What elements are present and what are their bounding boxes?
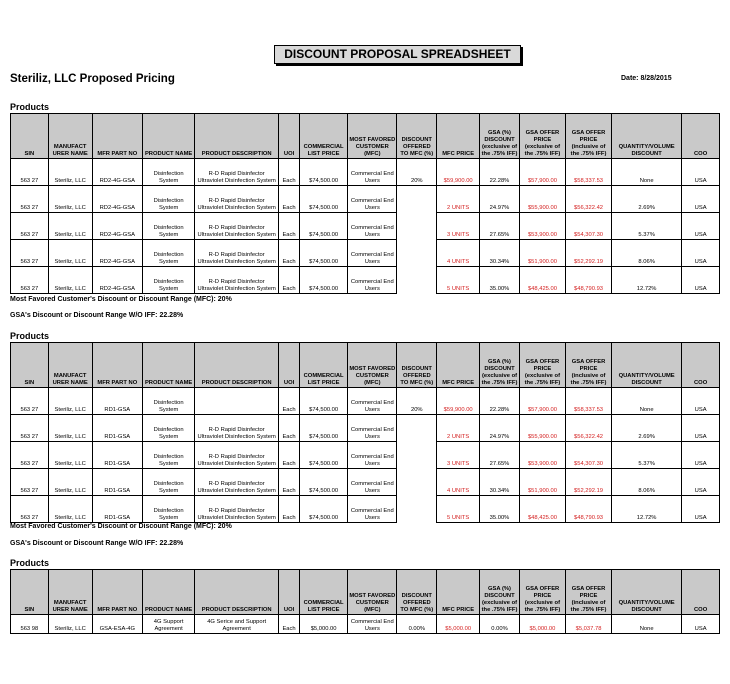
cell-sin: 563 27 [11, 415, 49, 442]
cell-commercial-list-price: $74,500.00 [300, 159, 348, 186]
cell-sin: 563 27 [11, 496, 49, 523]
cell-mfr-part-no: RD2-4G-GSA [92, 159, 142, 186]
cell-sin: 563 98 [11, 615, 49, 634]
cell-quantity-volume-discount: None [612, 388, 682, 415]
cell-mfr-part-no: RD1-GSA [92, 469, 142, 496]
cell-gsa-discount: 0.00% [480, 615, 520, 634]
col-header-quantity-volume-discount: QUANTITY/VOLUME DISCOUNT [612, 343, 682, 388]
cell-commercial-list-price: $74,500.00 [300, 469, 348, 496]
cell-manufacturer: Steriliz, LLC [48, 615, 92, 634]
cell-uoi: Each [279, 159, 300, 186]
cell-product-description: R-D Rapid Disinfector Ultraviolet Disinfection System [195, 213, 279, 240]
cell-product-name: 4G Support Agreement [142, 615, 194, 634]
cell-coo: USA [682, 469, 720, 496]
col-header-gsa-offer-price-excl: GSA OFFER PRICE (exclusive of the .75% IFF) [519, 570, 565, 615]
cell-mfc-price: $59,900.00 [437, 159, 480, 186]
cell-commercial-list-price: $74,500.00 [300, 496, 348, 523]
cell-mfr-part-no: RD2-4G-GSA [92, 186, 142, 213]
cell-mfc: Commercial End Users [348, 159, 397, 186]
cell-mfc-price: 3 UNITS [437, 442, 480, 469]
table-row [11, 267, 720, 294]
cell-gsa-offer-price-excl: $48,425.00 [519, 496, 565, 523]
cell-coo: USA [682, 496, 720, 523]
cell-mfr-part-no: RD2-4G-GSA [92, 240, 142, 267]
table-row [11, 615, 720, 634]
cell-mfc-price: 3 UNITS [437, 213, 480, 240]
cell-product-name: Disinfection System [142, 469, 194, 496]
col-header-quantity-volume-discount: QUANTITY/VOLUME DISCOUNT [612, 570, 682, 615]
col-header-gsa-offer-price-excl: GSA OFFER PRICE (exclusive of the .75% IFF) [519, 343, 565, 388]
cell-gsa-offer-price-incl: $54,307.30 [565, 213, 611, 240]
cell-gsa-discount: 35.00% [480, 496, 520, 523]
col-header-mfr-part-no: MFR PART NO [92, 570, 142, 615]
col-header-product-description: PRODUCT DESCRIPTION [195, 343, 279, 388]
cell-sin: 563 27 [11, 469, 49, 496]
mfc-discount-note: Most Favored Customer's Discount or Discount Range (MFC): 20% [10, 523, 232, 530]
cell-quantity-volume-discount: 12.72% [612, 496, 682, 523]
cell-manufacturer: Steriliz, LLC [48, 159, 92, 186]
col-header-mfc-price: MFC PRICE [437, 114, 480, 159]
table-row [11, 388, 720, 415]
col-header-mfc-price: MFC PRICE [437, 570, 480, 615]
cell-gsa-discount: 22.28% [480, 159, 520, 186]
cell-gsa-offer-price-incl: $58,337.53 [565, 159, 611, 186]
col-header-product-description: PRODUCT DESCRIPTION [195, 114, 279, 159]
cell-mfc: Commercial End Users [348, 186, 397, 213]
cell-gsa-offer-price-excl: $55,900.00 [519, 186, 565, 213]
cell-discount-offered: 20% [397, 388, 437, 415]
cell-commercial-list-price: $74,500.00 [300, 415, 348, 442]
cell-product-description: R-D Rapid Disinfector Ultraviolet Disinfection System [195, 469, 279, 496]
gsa-discount-note: GSA's Discount or Discount Range W/O IFF: 22.28% [10, 312, 184, 319]
col-header-quantity-volume-discount: QUANTITY/VOLUME DISCOUNT [612, 114, 682, 159]
cell-sin: 563 27 [11, 442, 49, 469]
cell-mfr-part-no: RD2-4G-GSA [92, 267, 142, 294]
cell-product-name: Disinfection System [142, 186, 194, 213]
col-header-gsa-offer-price-incl: GSA OFFER PRICE (inclusive of the .75% IFF) [565, 343, 611, 388]
cell-quantity-volume-discount: 2.69% [612, 415, 682, 442]
cell-quantity-volume-discount: 5.37% [612, 213, 682, 240]
cell-uoi: Each [279, 240, 300, 267]
cell-product-name: Disinfection System [142, 213, 194, 240]
cell-discount-offered [397, 240, 437, 267]
cell-mfc: Commercial End Users [348, 388, 397, 415]
cell-uoi: Each [279, 186, 300, 213]
col-header-discount-offered: DISCOUNT OFFERED TO MFC (%) [397, 570, 437, 615]
cell-product-name: Disinfection System [142, 415, 194, 442]
cell-uoi: Each [279, 388, 300, 415]
cell-mfc-price: 2 UNITS [437, 415, 480, 442]
col-header-product-name: PRODUCT NAME [142, 570, 194, 615]
cell-gsa-offer-price-excl: $48,425.00 [519, 267, 565, 294]
cell-mfc-price: 5 UNITS [437, 267, 480, 294]
cell-mfc-price: 2 UNITS [437, 186, 480, 213]
cell-manufacturer: Steriliz, LLC [48, 186, 92, 213]
col-header-product-name: PRODUCT NAME [142, 343, 194, 388]
cell-gsa-discount: 30.34% [480, 240, 520, 267]
cell-mfc: Commercial End Users [348, 469, 397, 496]
col-header-manufacturer: MANUFACT URER NAME [48, 114, 92, 159]
cell-gsa-discount: 24.97% [480, 415, 520, 442]
header-row [11, 343, 720, 388]
cell-product-description: R-D Rapid Disinfector Ultraviolet Disinfection System [195, 186, 279, 213]
cell-gsa-offer-price-incl: $54,307.30 [565, 442, 611, 469]
cell-product-name: Disinfection System [142, 267, 194, 294]
col-header-commercial-list-price: COMMERCIAL LIST PRICE [300, 114, 348, 159]
header-row [11, 570, 720, 615]
col-header-discount-offered: DISCOUNT OFFERED TO MFC (%) [397, 343, 437, 388]
cell-gsa-offer-price-incl: $48,790.93 [565, 496, 611, 523]
cell-discount-offered [397, 213, 437, 240]
cell-gsa-offer-price-excl: $57,900.00 [519, 159, 565, 186]
cell-product-name: Disinfection System [142, 240, 194, 267]
col-header-mfc: MOST FAVORED CUSTOMER (MFC) [348, 570, 397, 615]
cell-gsa-offer-price-excl: $51,900.00 [519, 240, 565, 267]
cell-quantity-volume-discount: 12.72% [612, 267, 682, 294]
cell-gsa-discount: 30.34% [480, 469, 520, 496]
cell-gsa-offer-price-incl: $52,292.19 [565, 240, 611, 267]
cell-quantity-volume-discount: None [612, 615, 682, 634]
cell-mfc: Commercial End Users [348, 415, 397, 442]
cell-manufacturer: Steriliz, LLC [48, 267, 92, 294]
table-row [11, 186, 720, 213]
col-header-uoi: UOI [279, 343, 300, 388]
cell-mfr-part-no: GSA-ESA-4G [92, 615, 142, 634]
cell-uoi: Each [279, 415, 300, 442]
col-header-gsa-discount: GSA (%) DISCOUNT (exclusive of the .75% IFF) [480, 114, 520, 159]
col-header-coo: COO [682, 114, 720, 159]
document-date: Date: 8/28/2015 [621, 75, 672, 82]
cell-coo: USA [682, 240, 720, 267]
cell-mfc: Commercial End Users [348, 267, 397, 294]
col-header-coo: COO [682, 570, 720, 615]
pricing-table-1 [10, 113, 720, 294]
cell-product-description: R-D Rapid Disinfector Ultraviolet Disinfection System [195, 267, 279, 294]
section-title: Products [10, 331, 50, 341]
col-header-coo: COO [682, 343, 720, 388]
cell-coo: USA [682, 186, 720, 213]
cell-mfc-price: 4 UNITS [437, 240, 480, 267]
col-header-gsa-discount: GSA (%) DISCOUNT (exclusive of the .75% IFF) [480, 570, 520, 615]
col-header-gsa-offer-price-excl: GSA OFFER PRICE (exclusive of the .75% IFF) [519, 114, 565, 159]
cell-gsa-offer-price-excl: $51,900.00 [519, 469, 565, 496]
page-title: DISCOUNT PROPOSAL SPREADSHEET [274, 45, 521, 64]
cell-sin: 563 27 [11, 159, 49, 186]
cell-product-name: Disinfection System [142, 496, 194, 523]
cell-discount-offered [397, 496, 437, 523]
cell-manufacturer: Steriliz, LLC [48, 388, 92, 415]
table-row [11, 159, 720, 186]
cell-mfc-price: 4 UNITS [437, 469, 480, 496]
cell-product-name: Disinfection System [142, 442, 194, 469]
mfc-discount-note: Most Favored Customer's Discount or Discount Range (MFC): 20% [10, 296, 232, 303]
cell-sin: 563 27 [11, 213, 49, 240]
cell-commercial-list-price: $74,500.00 [300, 267, 348, 294]
cell-quantity-volume-discount: None [612, 159, 682, 186]
cell-uoi: Each [279, 615, 300, 634]
gsa-discount-note: GSA's Discount or Discount Range W/O IFF: 22.28% [10, 540, 184, 547]
cell-gsa-offer-price-incl: $56,322.42 [565, 186, 611, 213]
cell-coo: USA [682, 213, 720, 240]
cell-commercial-list-price: $74,500.00 [300, 186, 348, 213]
cell-gsa-offer-price-incl: $48,790.93 [565, 267, 611, 294]
cell-discount-offered [397, 186, 437, 213]
cell-mfr-part-no: RD1-GSA [92, 415, 142, 442]
cell-discount-offered [397, 469, 437, 496]
cell-uoi: Each [279, 469, 300, 496]
cell-manufacturer: Steriliz, LLC [48, 213, 92, 240]
cell-gsa-discount: 24.97% [480, 186, 520, 213]
table-row [11, 469, 720, 496]
section-title: Products [10, 102, 50, 112]
cell-uoi: Each [279, 496, 300, 523]
cell-product-description: R-D Rapid Disinfector Ultraviolet Disinfection System [195, 496, 279, 523]
cell-manufacturer: Steriliz, LLC [48, 415, 92, 442]
cell-product-description: R-D Rapid Disinfector Ultraviolet Disinfection System [195, 159, 279, 186]
cell-mfc: Commercial End Users [348, 442, 397, 469]
table-row [11, 496, 720, 523]
col-header-sin: SIN [11, 570, 49, 615]
col-header-sin: SIN [11, 114, 49, 159]
cell-coo: USA [682, 615, 720, 634]
cell-manufacturer: Steriliz, LLC [48, 240, 92, 267]
cell-gsa-offer-price-excl: $57,900.00 [519, 388, 565, 415]
cell-product-description [195, 388, 279, 415]
cell-product-name: Disinfection System [142, 388, 194, 415]
cell-manufacturer: Steriliz, LLC [48, 442, 92, 469]
col-header-gsa-offer-price-incl: GSA OFFER PRICE (inclusive of the .75% IFF) [565, 570, 611, 615]
cell-mfc-price: 5 UNITS [437, 496, 480, 523]
cell-mfc: Commercial End Users [348, 213, 397, 240]
cell-gsa-discount: 35.00% [480, 267, 520, 294]
cell-uoi: Each [279, 213, 300, 240]
cell-gsa-offer-price-excl: $55,900.00 [519, 415, 565, 442]
pricing-table-2 [10, 342, 720, 523]
cell-commercial-list-price: $74,500.00 [300, 213, 348, 240]
col-header-mfr-part-no: MFR PART NO [92, 114, 142, 159]
cell-uoi: Each [279, 442, 300, 469]
col-header-mfc: MOST FAVORED CUSTOMER (MFC) [348, 343, 397, 388]
col-header-commercial-list-price: COMMERCIAL LIST PRICE [300, 570, 348, 615]
table-row [11, 240, 720, 267]
col-header-mfr-part-no: MFR PART NO [92, 343, 142, 388]
col-header-mfc: MOST FAVORED CUSTOMER (MFC) [348, 114, 397, 159]
cell-coo: USA [682, 159, 720, 186]
col-header-product-name: PRODUCT NAME [142, 114, 194, 159]
company-heading: Steriliz, LLC Proposed Pricing [10, 73, 175, 85]
cell-gsa-offer-price-incl: $52,292.19 [565, 469, 611, 496]
cell-sin: 563 27 [11, 388, 49, 415]
cell-sin: 563 27 [11, 240, 49, 267]
cell-commercial-list-price: $5,000.00 [300, 615, 348, 634]
cell-commercial-list-price: $74,500.00 [300, 240, 348, 267]
cell-commercial-list-price: $74,500.00 [300, 442, 348, 469]
col-header-discount-offered: DISCOUNT OFFERED TO MFC (%) [397, 114, 437, 159]
section-title: Products [10, 558, 50, 568]
cell-mfr-part-no: RD1-GSA [92, 388, 142, 415]
cell-mfc-price: $59,900.00 [437, 388, 480, 415]
table-row [11, 213, 720, 240]
cell-sin: 563 27 [11, 186, 49, 213]
cell-gsa-discount: 27.65% [480, 213, 520, 240]
col-header-commercial-list-price: COMMERCIAL LIST PRICE [300, 343, 348, 388]
cell-coo: USA [682, 267, 720, 294]
cell-coo: USA [682, 388, 720, 415]
header-row [11, 114, 720, 159]
col-header-gsa-offer-price-incl: GSA OFFER PRICE (inclusive of the .75% IFF) [565, 114, 611, 159]
cell-gsa-offer-price-incl: $56,322.42 [565, 415, 611, 442]
cell-gsa-offer-price-excl: $53,900.00 [519, 213, 565, 240]
col-header-manufacturer: MANUFACT URER NAME [48, 343, 92, 388]
cell-gsa-offer-price-incl: $58,337.53 [565, 388, 611, 415]
cell-product-description: 4G Serice and Support Agreement [195, 615, 279, 634]
cell-quantity-volume-discount: 8.06% [612, 240, 682, 267]
cell-mfc-price: $5,000.00 [437, 615, 480, 634]
cell-discount-offered [397, 442, 437, 469]
cell-uoi: Each [279, 267, 300, 294]
cell-discount-offered [397, 267, 437, 294]
cell-product-description: R-D Rapid Disinfector Ultraviolet Disinfection System [195, 442, 279, 469]
cell-quantity-volume-discount: 5.37% [612, 442, 682, 469]
cell-manufacturer: Steriliz, LLC [48, 496, 92, 523]
cell-mfr-part-no: RD1-GSA [92, 496, 142, 523]
col-header-product-description: PRODUCT DESCRIPTION [195, 570, 279, 615]
col-header-uoi: UOI [279, 114, 300, 159]
cell-mfc: Commercial End Users [348, 240, 397, 267]
cell-coo: USA [682, 442, 720, 469]
cell-gsa-offer-price-excl: $5,000.00 [519, 615, 565, 634]
col-header-mfc-price: MFC PRICE [437, 343, 480, 388]
cell-gsa-discount: 27.65% [480, 442, 520, 469]
cell-product-name: Disinfection System [142, 159, 194, 186]
cell-discount-offered: 0.00% [397, 615, 437, 634]
cell-product-description: R-D Rapid Disinfector Ultraviolet Disinfection System [195, 415, 279, 442]
cell-quantity-volume-discount: 8.06% [612, 469, 682, 496]
table-row [11, 442, 720, 469]
col-header-uoi: UOI [279, 570, 300, 615]
cell-product-description: R-D Rapid Disinfector Ultraviolet Disinfection System [195, 240, 279, 267]
cell-gsa-discount: 22.28% [480, 388, 520, 415]
pricing-table-3 [10, 569, 720, 634]
cell-sin: 563 27 [11, 267, 49, 294]
cell-coo: USA [682, 415, 720, 442]
cell-mfr-part-no: RD2-4G-GSA [92, 213, 142, 240]
cell-commercial-list-price: $74,500.00 [300, 388, 348, 415]
col-header-sin: SIN [11, 343, 49, 388]
col-header-gsa-discount: GSA (%) DISCOUNT (exclusive of the .75% IFF) [480, 343, 520, 388]
cell-discount-offered [397, 415, 437, 442]
cell-quantity-volume-discount: 2.69% [612, 186, 682, 213]
cell-mfc: Commercial End Users [348, 496, 397, 523]
table-row [11, 415, 720, 442]
col-header-manufacturer: MANUFACT URER NAME [48, 570, 92, 615]
cell-mfc: Commercial End Users [348, 615, 397, 634]
cell-discount-offered: 20% [397, 159, 437, 186]
cell-gsa-offer-price-excl: $53,900.00 [519, 442, 565, 469]
cell-mfr-part-no: RD1-GSA [92, 442, 142, 469]
cell-manufacturer: Steriliz, LLC [48, 469, 92, 496]
cell-gsa-offer-price-incl: $5,037.78 [565, 615, 611, 634]
